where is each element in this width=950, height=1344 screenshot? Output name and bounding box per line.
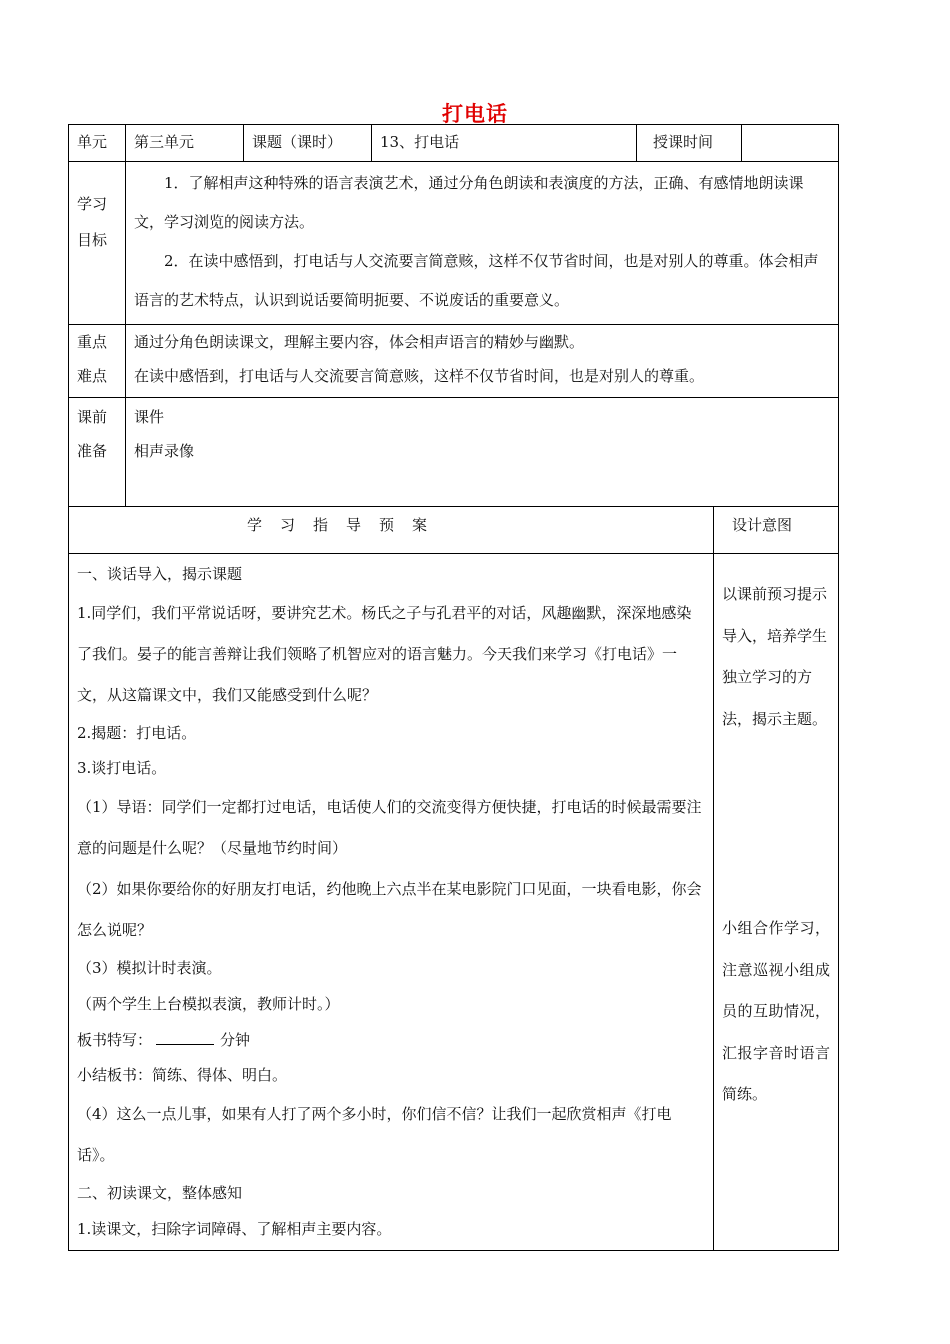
focus-label-1: 重点 bbox=[77, 333, 108, 351]
unit-label-cell bbox=[69, 125, 126, 162]
topic-label: 课题（课时） bbox=[252, 133, 343, 151]
plan-line: 3.谈打电话。 bbox=[77, 759, 167, 778]
plan-header-left-cell bbox=[69, 507, 714, 554]
board-line bbox=[77, 1023, 705, 1059]
plan-line: （3）模拟计时表演。 bbox=[77, 959, 222, 978]
plan-line: 1.读课文，扫除字词障碍、了解相声主要内容。 bbox=[77, 1219, 392, 1238]
intent-body bbox=[714, 554, 838, 1116]
topic-value-cell bbox=[372, 125, 637, 162]
prep-line-1: 课件 bbox=[134, 408, 165, 426]
objectives-row bbox=[69, 162, 839, 325]
unit-label: 单元 bbox=[77, 133, 108, 151]
intent-cell bbox=[714, 554, 839, 1251]
intent-gap bbox=[722, 740, 830, 908]
plan-line: 一、谈话导入，揭示课题 bbox=[77, 565, 243, 583]
prep-label-2: 准备 bbox=[77, 442, 108, 460]
focus-line-1: 通过分角色朗读课文，理解主要内容，体会相声语言的精妙与幽默。 bbox=[134, 333, 585, 351]
objectives-label-cell bbox=[69, 162, 126, 325]
intent-1: 以课前预习提示导入，培养学生独立学习的方法，揭示主题。 bbox=[722, 585, 828, 728]
focus-row bbox=[69, 325, 839, 398]
plan-body-cell bbox=[69, 554, 714, 1251]
objectives-label-1: 学习 bbox=[77, 195, 108, 213]
board-prefix: 板书特写： bbox=[77, 1030, 153, 1049]
time-label: 授课时间 bbox=[653, 133, 714, 151]
plan-header-right: 设计意图 bbox=[732, 516, 793, 534]
focus-label-cell bbox=[69, 325, 126, 398]
topic-value: 13、打电话 bbox=[380, 133, 460, 151]
plan-line: （两个学生上台模拟表演，教师计时。） bbox=[77, 994, 340, 1013]
focus-label-2: 难点 bbox=[77, 367, 108, 385]
plan-line: 1.同学们，我们平常说话呀，要讲究艺术。杨氏之子与孔君平的对话，风趣幽默，深深地感染了我们。晏子的能言善辩让我们领略了机智应对的语言魅力。今天我们来学习《打电话》一文，从这篇课文中，我们又能感受到什么呢？ bbox=[77, 603, 692, 704]
focus-content-cell bbox=[126, 325, 839, 398]
unit-value: 第三单元 bbox=[134, 133, 195, 151]
plan-header-left: 学习指导预案 bbox=[247, 516, 446, 534]
document-title: 打电话 bbox=[442, 101, 508, 126]
objectives-label-2: 目标 bbox=[77, 231, 108, 249]
prep-content-cell bbox=[126, 398, 839, 507]
objectives-content-cell bbox=[126, 162, 839, 325]
plan-header-right-cell bbox=[714, 507, 839, 554]
plan-line: （2）如果你要给你的好朋友打电话，约他晚上六点半在某电影院门口见面，一块看电影，你会怎么说呢？ bbox=[77, 880, 702, 940]
prep-label-cell bbox=[69, 398, 126, 507]
header-row bbox=[69, 125, 839, 162]
intent-2: 小组合作学习，注意巡视小组成员的互助情况，汇报字音时语言简练。 bbox=[722, 919, 831, 1103]
plan-line: （1）导语：同学们一定都打过电话，电话使人们的交流变得方便快捷，打电话的时候最需要注意的问题是什么呢？（尽量地节约时间） bbox=[77, 798, 702, 858]
unit-value-cell bbox=[126, 125, 244, 162]
prep-line-2: 相声录像 bbox=[134, 442, 195, 460]
plan-line: 二、初读课文，整体感知 bbox=[77, 1183, 243, 1202]
prep-row bbox=[69, 398, 839, 507]
objective-1: 1．了解相声这种特殊的语言表演艺术，通过分角色朗读和表演度的方法，正确、有感情地朗读课文，学习浏览的阅读方法。 bbox=[134, 174, 804, 231]
objective-2: 2．在读中感悟到，打电话与人交流要言简意赅，这样不仅节省时间，也是对别人的尊重。体会相声语言的艺术特点，认识到说话要简明扼要、不说废话的重要意义。 bbox=[134, 252, 819, 309]
topic-label-cell bbox=[244, 125, 372, 162]
time-value-cell bbox=[742, 125, 839, 162]
plan-body-row bbox=[69, 554, 839, 1251]
board-blank bbox=[156, 1026, 214, 1045]
plan-line: 2.揭题：打电话。 bbox=[77, 723, 197, 742]
time-label-cell bbox=[637, 125, 742, 162]
focus-line-2: 在读中感悟到，打电话与人交流要言简意赅，这样不仅节省时间，也是对别人的尊重。 bbox=[134, 367, 705, 385]
prep-label-1: 课前 bbox=[77, 408, 108, 426]
lesson-plan-table bbox=[68, 124, 839, 1251]
time-value bbox=[742, 125, 838, 133]
plan-header-row bbox=[69, 507, 839, 554]
plan-body bbox=[69, 554, 713, 1250]
plan-line: （4）这么一点儿事，如果有人打了两个多小时，你们信不信？让我们一起欣赏相声《打电话》。 bbox=[77, 1104, 672, 1164]
board-suffix: 分钟 bbox=[220, 1030, 251, 1049]
plan-line: 小结板书：简练、得体、明白。 bbox=[77, 1066, 288, 1085]
